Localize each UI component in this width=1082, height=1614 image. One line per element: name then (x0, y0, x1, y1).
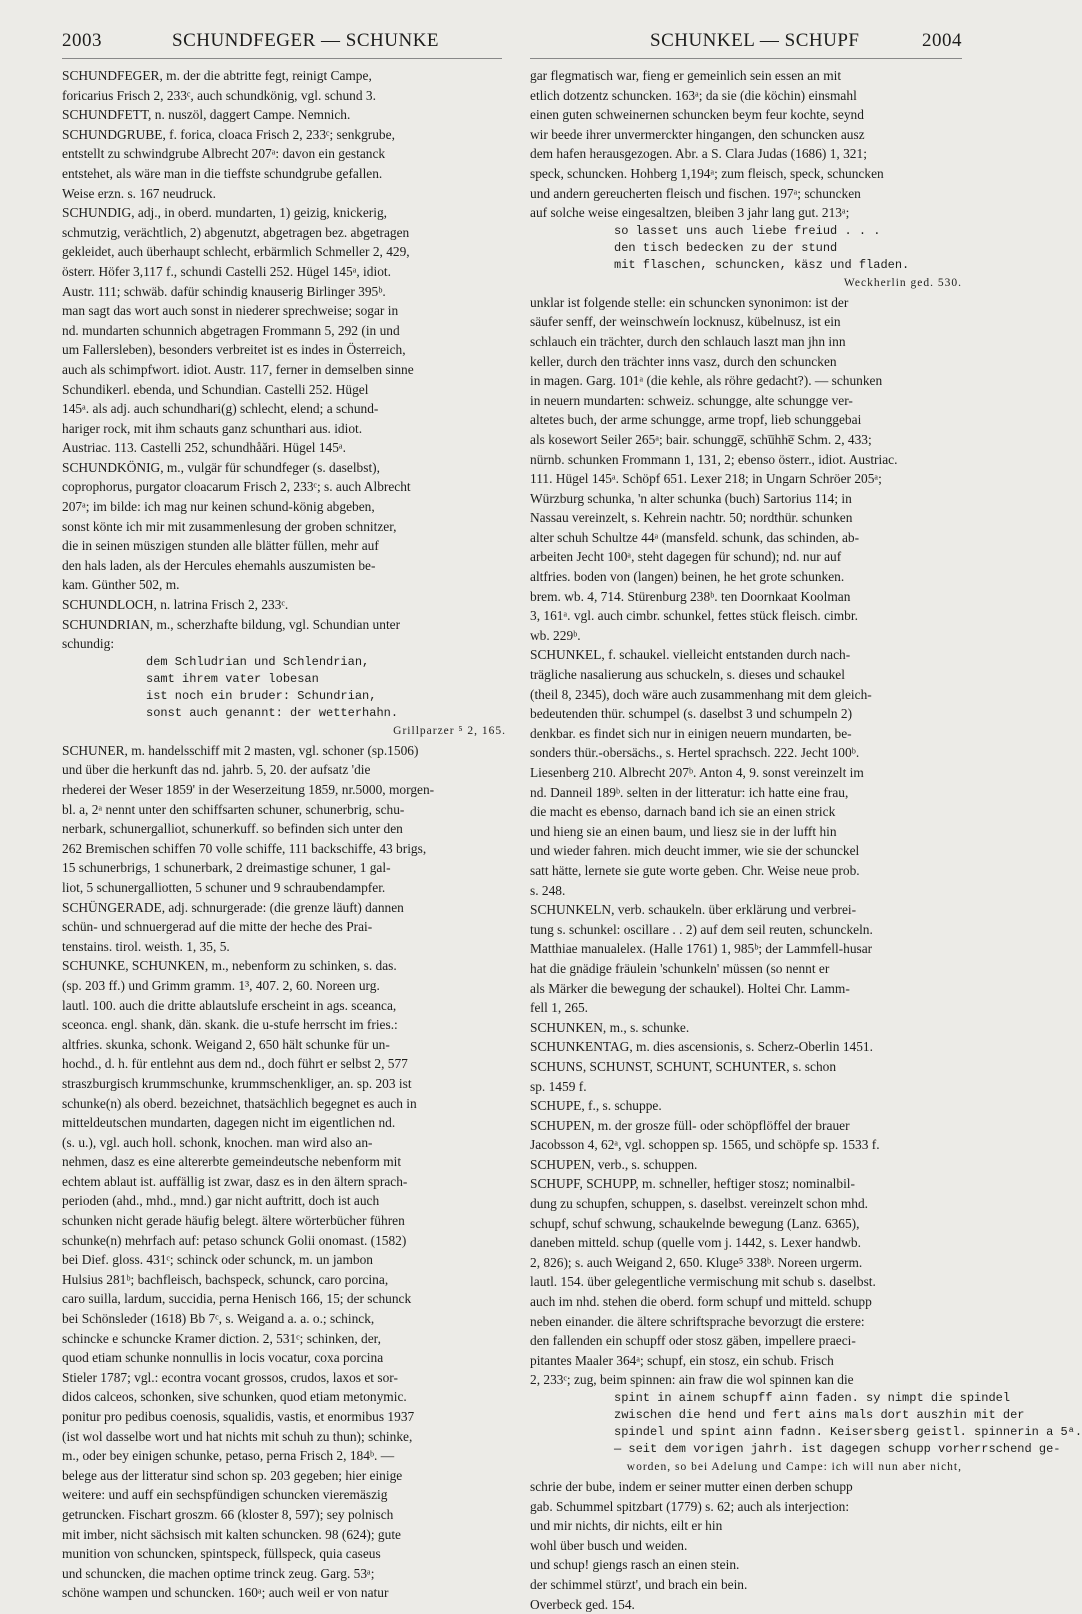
text-line: schupf, schuf schwung, schaukelnde bewegung (Lanz. 6365), (530, 1215, 860, 1231)
text-line: mitteldeutschen mundarten, dagegen nicht im eigentlichen nd. (62, 1115, 396, 1131)
left-running-head (62, 30, 502, 60)
text-line: lautl. 154. über gelegentliche vermischung mit schub s. daselbst. (530, 1274, 876, 1290)
text-line: den hals laden, als der Hercules ehemahls auszumisten be- (62, 557, 376, 573)
text-line: schlauch ein trächter, durch den schlauch laszt man jhn inn (530, 333, 846, 349)
text-line: Schundikerl. ebenda, und Schundian. Castelli 252. Hügel (62, 381, 369, 397)
text-line: Matthiae manualelex. (Halle 1761) 1, 985ᵇ; der Lammfell-husar (530, 941, 873, 957)
verse-line: zwischen die hend und fert ains mals dort auszhin mit der (614, 1408, 1025, 1422)
text-line: (s. u.), vgl. auch holl. schonk, knochen. man wird also an- (62, 1134, 373, 1150)
text-line: 111. Hügel 145ᵃ. Schöpf 651. Lexer 218; in Ungarn Schröer 205ᵃ; (530, 471, 882, 487)
text-line: schrie der bube, indem er seiner mutter einen derben schupp (530, 1479, 853, 1494)
text-line: altfries. skunka, schonk. Weigand 2, 650 hält schunke für un- (62, 1036, 390, 1052)
text-line: Overbeck ged. 154. (530, 1596, 635, 1612)
verse-line: den tisch bedecken zu der stund (614, 240, 838, 255)
text-line: nd. mundarten schunnich abgetragen Frommann 5, 292 (in und (62, 322, 400, 338)
text-line: m., oder bey einigen schunke, petaso, perna Frisch 2, 184ᵇ. — (62, 1448, 395, 1464)
text-line: tung s. schunkel: oscillare . . 2) auf dem seil reuten, schunckeln. (530, 921, 873, 937)
text-line: schundig: (62, 636, 115, 652)
text-line: schmutzig, verächtlich, 2) abgenutzt, abgetragen bez. abgetragen (62, 224, 410, 240)
text-line: SCHUNDIG, adj., in oberd. mundarten, 1) geizig, knickerig, (62, 205, 388, 221)
verse-line: samt ihrem vater lobesan (146, 671, 319, 686)
text-line: die macht es ebenso, darnach band ich sie an einen strick (530, 804, 836, 820)
text-line: 15 schunerbrigs, 1 schunerbark, 2 dreimastige schuner, 1 gal- (62, 860, 391, 876)
text-line: unklar ist folgende stelle: ein schuncken synonimon: ist der (530, 294, 849, 310)
text-line: die in seinen müszigen stunden alle blätter füllen, mehr auf (62, 538, 379, 554)
text-line: didos calceos, schonken, sive schunken, quod etiam metonymic. (62, 1389, 407, 1405)
text-line: liot, 5 schunergalliotten, 5 schuner und 9 schraubendampfer. (62, 879, 386, 895)
text-line: lautl. 100. auch die dritte ablautslufe erscheint in ags. sceanca, (62, 997, 397, 1013)
text-line: auch als schimpfwort. idiot. Austr. 117, ferner in demselben sinne (62, 361, 414, 377)
text-line: weitere: und auff ein sechspfündigen schuncken vieremäszig (62, 1487, 388, 1503)
text-line: trägliche nasalierung aus schuckeln, s. dieses und schaukel (530, 667, 845, 683)
text-line: nehmen, dasz es eine altererbte gemeindeutsche nebenform mit (62, 1154, 402, 1170)
text-line: nerbark, schunergalliot, schunerkuff. so befinden sich unter den (62, 821, 403, 837)
text-line: keller, durch den trächter inns vasz, durch den schuncken (530, 353, 837, 369)
text-line: als kosewort Seiler 265ᵃ; bair. schungge̅, schu̅hhe̅ Schm. 2, 433; (530, 431, 872, 447)
text-line: hariger rock, mit ihm schauts ganz schunthari aus. idiot. (62, 420, 363, 436)
left-running-title: SCHUNDFEGER — SCHUNKE (172, 30, 440, 51)
text-line: kam. Günther 502, m. (62, 577, 180, 593)
text-line: bedeutenden thür. schumpel (s. daselbst 3 und schumpeln 2) (530, 706, 853, 722)
verse-line: sonst auch genannt: der wetterhahn. (146, 705, 399, 720)
text-line: coprophorus, purgator cloacarum Frisch 2, 233ᶜ; s. auch Albrecht (62, 479, 411, 495)
text-line: belege aus der litteratur sind schon sp. 203 gegeben; hier einige (62, 1467, 403, 1483)
text-line: nd. Danneil 189ᵇ. selten in der litteratur: ich hatte eine frau, (530, 784, 849, 800)
text-line: dung zu schupfen, schuppen, s. daselbst. vereinzelt schon mhd. (530, 1196, 869, 1212)
text-line: rhederei der Weser 1859' in der Weserzeitung 1859, nr.5000, morgen- (62, 782, 435, 797)
text-line: straszburgisch krummschunke, krummschenkliger, an. sp. 203 ist (62, 1075, 412, 1091)
right-header-rule (530, 58, 962, 59)
text-line: ponitur pro pedibus coenosis, squalidis, vastis, et enormibus 1937 (62, 1409, 415, 1424)
text-line: und wieder fahren. mich deucht immer, wie sie der schunckel (530, 843, 860, 859)
text-line: und hieng sie an einen baum, und liesz sie in der lufft hin (530, 823, 837, 839)
verse-line: spint in ainem schupff ainn faden. sy nimpt die spindel (614, 1391, 1011, 1405)
text-line: (ist wol dasselbe wort und hat nichts mit schuh zu thun); schinke, (62, 1428, 413, 1444)
text-line: SCHUPEN, m. der grosze füll- oder schöpflöffel der brauer (530, 1117, 850, 1133)
verse-line: spindel und spint ainn fadnn. Keisersberg geistl. spinnerin a 5ᵃ. (614, 1425, 1082, 1439)
text-line: 3, 161ᵃ. vgl. auch cimbr. schunkel, fettes stück fleisch. cimbr. (530, 608, 858, 624)
text-line: um Fallersleben), besonders verbreitet ist es indes in Österreich, (62, 342, 406, 358)
text-line: SCHUNKEL, f. schaukel. vielleicht entstanden durch nach- (530, 647, 851, 663)
verse-line: so lasset uns auch liebe freiud . . . (614, 223, 881, 238)
text-line: Liesenberg 210. Albrecht 207ᵇ. Anton 4, 9. sonst vereinzelt im (530, 765, 864, 780)
text-line: 262 Bremischen schiffen 70 volle schiffe, 111 backschiffe, 43 brigs, (62, 840, 427, 856)
text-line: nürnb. schunken Frommann 1, 131, 2; ebenso österr., idiot. Austriac. (530, 451, 898, 467)
text-line: SCHUNDKÖNIG, m., vulgär für schundfeger (s. daselbst), (62, 459, 380, 475)
text-line: bl. a, 2ᵃ nennt unter den schiffsarten schuner, schunerbrig, schu- (62, 801, 405, 817)
text-line: Nassau vereinzelt, s. Kehrein nachtr. 50; nordthür. schunken (530, 510, 853, 526)
text-line: denkbar. es findet sich nur in einigen neuern mundarten, be- (530, 725, 852, 741)
citation-source: Weckherlin ged. 530. (843, 276, 962, 289)
text-line: caro suilla, lardum, succidia, perna Henisch 166, 15; der schunck (62, 1291, 412, 1307)
text-line: tenstains. tirol. weisth. 1, 35, 5. (62, 938, 230, 954)
verse-line: — seit dem vorigen jahrh. ist dagegen schupp vorherrschend ge- (614, 1442, 1061, 1456)
text-line: in neuern mundarten: schweiz. schungge, alte schungge ver- (530, 392, 853, 408)
text-line: auf solche weise eingesaltzen, bleiben 3 jahr lang gut. 213ᵃ; (530, 205, 850, 221)
text-line: auch im nhd. stehen die oberd. form schupf und mitteld. schupp (530, 1294, 872, 1310)
text-line: 2, 826); s. auch Weigand 2, 650. Kluge⁵ 338ᵇ. Noreen urgerm. (530, 1254, 863, 1270)
text-line: SCHÜNGERADE, adj. schnurgerade: (die grenze läuft) dannen (62, 899, 404, 915)
text-line: und über die herkunft das nd. jahrb. 5, 20. der aufsatz 'die (62, 762, 371, 778)
text-line: Würzburg schunka, 'n alter schunka (buch) Sartorius 114; in (530, 490, 852, 506)
text-line: SCHUNKENTAG, m. dies ascensionis, s. Scherz-Oberlin 1451. (530, 1039, 873, 1055)
text-line: man sagt das wort auch sonst in niederer sprechweise; sogar in (62, 303, 399, 319)
text-line: bei Schönsleder (1618) Bb 7ᶜ, s. Weigand a. a. o.; schinck, (62, 1311, 375, 1327)
text-line: österr. Höfer 3,117 f., schundi Castelli 252. Hügel 145ᵃ, idiot. (62, 263, 391, 279)
text-line: hat die gnädige fräulein 'schunkeln' müssen (so nennt er (530, 960, 830, 976)
text-line: 207ᵃ; im bilde: ich mag nur keinen schund-könig abgeben, (62, 499, 375, 515)
text-line: in magen. Garg. 101ᵃ (die kehle, als röhre gedacht?). — schunken (530, 373, 883, 389)
text-line: sonst könte ich mir mit zusammenlesung der groben schnitzer, (62, 518, 397, 534)
text-line: wir beede ihrer unvermerckter hingangen, den schuncken ausz (530, 126, 865, 142)
text-line: SCHUPEN, verb., s. schuppen. (530, 1156, 698, 1172)
left-header-rule (62, 58, 502, 59)
text-line: 2, 233ᶜ; zug, beim spinnen: ain fraw die wol spinnen kan die (530, 1372, 854, 1388)
text-line: sonders thür.-obersächs., s. Hertel sprachsch. 222. Jecht 100ᵇ. (530, 745, 860, 761)
text-line: SCHUPF, SCHUPP, m. schneller, heftiger stosz; nominalbil- (530, 1176, 855, 1192)
verse-line: ist noch ein bruder: Schundrian, (146, 688, 377, 703)
text-line: munition von schuncken, spintspeck, füllspeck, quia caseus (62, 1546, 381, 1562)
text-line: fell 1, 265. (530, 1000, 589, 1016)
text-line: speck, schuncken. Hohberg 1,194ᵃ; zum fleisch, speck, schuncken (530, 165, 884, 181)
text-line: dem hafen herausgezogen. Abr. a S. Clara Judas (1686) 1, 321; (530, 146, 867, 162)
text-line: perioden (ahd., mhd., mnd.) gar nicht auftritt, doch ist auch (62, 1193, 380, 1209)
text-line: gar flegmatisch war, fieng er gemeinlich sein essen an mit (530, 68, 842, 83)
text-line: schunke(n) als oberd. bezeichnet, thatsächlich begegnet es auch in (62, 1095, 417, 1111)
text-line: säufer senff, der weinschweín locknusz, kübelnusz, ist ein (530, 314, 841, 330)
citation-source: Grillparzer ⁵ 2, 165. (393, 724, 506, 737)
right-page-number: 2004 (922, 30, 962, 51)
text-line: SCHUNER, m. handelsschiff mit 2 masten, vgl. schoner (sp.1506) (62, 742, 419, 758)
text-line: altfries. boden von (langen) beinen, he het grote schunken. (530, 569, 845, 585)
text-line: und mir nichts, dir nichts, eilt er hin (530, 1518, 723, 1534)
text-line: (theil 8, 2345), doch wäre auch zusammenhang mit dem gleich- (530, 686, 872, 702)
text-line: SCHUNKELN, verb. schaukeln. über erklärung und verbrei- (530, 902, 857, 918)
left-text-column (62, 66, 506, 1601)
text-line: schöne wampen und schuncken. 160ᵃ; auch weil er von natur (62, 1585, 389, 1601)
text-line: den fallenden ein schupff oder stosz gäben, impellere praeci- (530, 1333, 856, 1349)
text-line: SCHUNDGRUBE, f. forica, cloaca Frisch 2, 233ᶜ; senkgrube, (62, 126, 395, 142)
text-line: neben einander. die ältere schriftsprache bevorzugt die erstere: (530, 1313, 865, 1329)
text-line: (sp. 203 ff.) und Grimm gramm. 1³, 407. 2, 60. Noreen urg. (62, 977, 380, 993)
text-line: brem. wb. 4, 714. Stürenburg 238ᵇ. ten Doornkaat Koolman (530, 588, 851, 604)
text-line: SCHUPE, f., s. schuppe. (530, 1098, 662, 1114)
text-line: gekleidet, auch überhaupt schlecht, erbärmlich Schmeller 2, 429, (62, 244, 410, 260)
text-line: hochd., d. h. für entlehnt aus dem nd., doch führt er selbst 2, 577 (62, 1056, 408, 1072)
text-line: sceonca. engl. shank, dän. skank. die u-stufe herrscht im fries.: (62, 1017, 398, 1033)
text-line: als Märker die bewegung der schaukel). Holtei Chr. Lamm- (530, 980, 850, 996)
right-running-head (530, 30, 962, 60)
text-line: SCHUNKEN, m., s. schunke. (530, 1019, 690, 1035)
text-line: etlich dotzentz schuncken. 163ᵃ; da sie (die köchin) einsmahl (530, 87, 857, 103)
text-line: Jacobsson 4, 62ᵃ, vgl. schoppen sp. 1565, und schöpfe sp. 1533 f. (530, 1137, 880, 1153)
text-line: quod etiam schunke nonnullis in locis vocatur, coxa porcina (62, 1350, 384, 1366)
text-line: der schimmel stürzt', und brach ein bein. (530, 1576, 748, 1592)
text-line: pitantes Maaler 364ᵃ; schupf, ein stosz, ein schub. Frisch (530, 1352, 834, 1368)
text-line: arbeiten Jecht 100ᵃ, steht dagegen für schund); nd. nur auf (530, 549, 842, 565)
text-line: foricarius Frisch 2, 233ᶜ, auch schundkönig, vgl. schund 3. (62, 87, 376, 103)
right-text-column (530, 66, 1082, 1612)
verse-line: mit flaschen, schuncken, käsz und fladen. (614, 257, 910, 272)
text-line: bei Dief. gloss. 431ᶜ; schinck oder schunck, m. un jambon (62, 1252, 373, 1268)
text-line: SCHUNDFETT, n. nuszöl, daggert Campe. Nemnich. (62, 107, 351, 123)
text-line: schincke e schuncke Kramer diction. 2, 531ᶜ; schinken, der, (62, 1330, 381, 1346)
text-line: Stieler 1787; vgl.: econtra vocant grossos, crudos, laxos et sor- (62, 1369, 398, 1385)
text-line: Austr. 111; schwäb. dafür schindig knauserig Birlinger 395ᵇ. (62, 283, 386, 299)
text-line: SCHUNS, SCHUNST, SCHUNT, SCHUNTER, s. schon (530, 1058, 837, 1074)
text-line: schunken nicht gerade häufig belegt. ältere wörterbücher führen (62, 1213, 405, 1229)
text-line: echtem ablaut ist. auffällig ist zwar, dasz es in den ältern sprach- (62, 1173, 408, 1189)
text-line: entstellt zu schwindgrube Albrecht 207ᵃ: davon ein gestanck (62, 146, 386, 162)
text-line: Hulsius 281ᵇ; bachfleisch, bachspeck, schunck, caro porcina, (62, 1271, 389, 1287)
text-line: gab. Schummel spitzbart (1779) s. 62; auch als interjection: (530, 1498, 850, 1514)
right-running-title: SCHUNKEL — SCHUPF (650, 30, 860, 51)
text-line: satt hätte, lernete sie gute worte geben. Chr. Weise neue prob. (530, 862, 860, 878)
citation-source: worden, so bei Adelung und Campe: ich will nun aber nicht, (626, 1461, 962, 1473)
text-line: Austriac. 113. Castelli 252, schundhåări. Hügel 145ᵃ. (62, 440, 346, 456)
text-line: einen guten schweinernen schuncken beym feur kochte, seynd (530, 107, 864, 123)
text-line: Weise erzn. s. 167 neudruck. (62, 185, 216, 201)
text-line: schunke(n) mehrfach auf: petaso schunck Golii onomast. (1582) (62, 1232, 407, 1248)
text-line: SCHUNKE, SCHUNKEN, m., nebenform zu schinken, s. das. (62, 958, 397, 974)
left-page-number: 2003 (62, 30, 102, 51)
text-line: alter schuh Schultze 44ᵃ (mansfeld. schunk, das schinden, ab- (530, 529, 860, 545)
text-line: wb. 229ᵇ. (530, 627, 581, 643)
text-line: schün- und schnuergerad auf die mitte der heche des Prai- (62, 919, 373, 935)
text-line: daneben mitteld. schup (quelle vom j. 1442, s. Lexer handwb. (530, 1235, 861, 1251)
text-line: getruncken. Fischart groszm. 66 (kloster 8, 597); sey polnisch (62, 1506, 394, 1522)
text-line: und andern gereucherten fleisch und fischen. 197ᵃ; schuncken (530, 185, 861, 201)
text-line: s. 248. (530, 882, 566, 898)
text-line: 145ᵃ. als adj. auch schundhari(g) schlecht, elend; a schund- (62, 401, 379, 417)
verse-line: dem Schludrian und Schlendrian, (146, 654, 370, 669)
text-line: und schuncken, die machen optime trinck zeug. Garg. 53ᵃ; (62, 1565, 375, 1581)
text-line: mit imber, nicht sächsisch mit kalten schuncken. 98 (624); gute (62, 1526, 401, 1542)
text-line: wohl über busch und weiden. (530, 1537, 688, 1553)
text-line: SCHUNDRIAN, m., scherzhafte bildung, vgl. Schundian unter (62, 616, 401, 632)
text-line: SCHUNDFEGER, m. der die abtritte fegt, reinigt Campe, (62, 68, 372, 83)
text-line: altetes buch, der arme schungge, arme tropf, lieb schunggebai (530, 412, 862, 428)
text-line: sp. 1459 f. (530, 1078, 587, 1094)
text-line: und schup! giengs rasch an einen stein. (530, 1557, 740, 1573)
text-line: entstehet, als wäre man in die tieffste schundgrube gefallen. (62, 165, 383, 181)
text-line: SCHUNDLOCH, n. latrina Frisch 2, 233ᶜ. (62, 597, 289, 613)
